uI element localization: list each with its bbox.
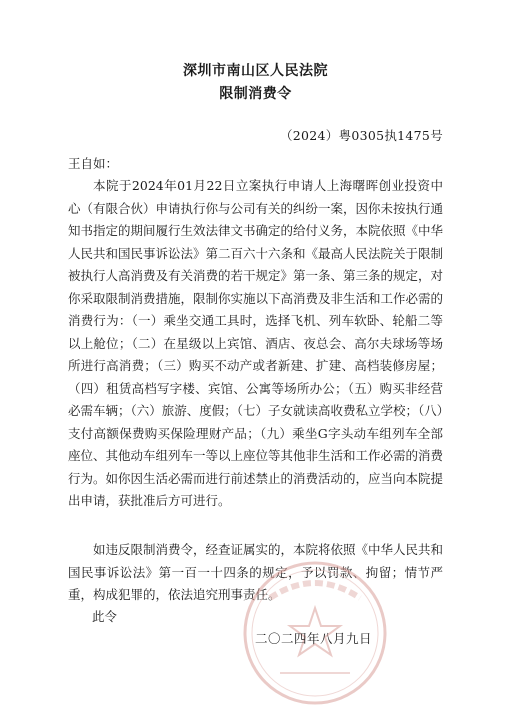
addressee: 王自如： <box>68 156 119 171</box>
closing-phrase: 此令 <box>92 609 118 624</box>
case-number: （2024）粤0305执1475号 <box>279 128 443 143</box>
document-title: 限制消费令 <box>219 86 292 102</box>
paragraph-warning: 如违反限制消费令，经查证属实的，本院将依照《中华人民共和国民事诉讼法》第一百一十四条的规定，予以罚款、拘留；情节严重，构成犯罪的，依法追究刑事责任。 <box>68 542 444 602</box>
issue-date: 二〇二四年八月九日 <box>255 631 373 646</box>
court-name: 深圳市南山区人民法院 <box>183 63 328 79</box>
paragraph-main: 本院于2024年01月22日立案执行申请人上海曙晖创业投资中心（有限合伙）申请执行你与公司有关的纠纷一案，因你未按执行通知书指定的期间履行生效法律文书确定的给付义务，本院依照《中华人民共和国民事诉讼法》第二百六十六条和《最高人民法院关于限制被执行人高消费及有关消费的若干规定》第一条、第三条的规定，对你采取限制消费措施，限制你实施以下高消费及非生活和工作必需的消费行为：（一）乘坐交通工具时，选择飞机、列车软卧、轮船二等以上舱位；（二）在星级以上宾馆、酒店、夜总会、高尔夫球场等场所进行高消费；（三）购买不动产或者新建、扩建、高档装修房屋；（四）租赁高档写字楼、宾馆、公寓等场所办公；（五）购买非经营必需车辆；（六）旅游、度假；（七）子女就读高收费私立学校；（八）支付高额保费购买保险理财产品；（九）乘坐G字头动车组列车全部座位、其他动车组列车一等以上座位等其他非生活和工作必需的消费行为。如你因生活必需而进行前述禁止的消费活动的，应当向本院提出申请，获批准后方可进行。 <box>68 178 444 508</box>
